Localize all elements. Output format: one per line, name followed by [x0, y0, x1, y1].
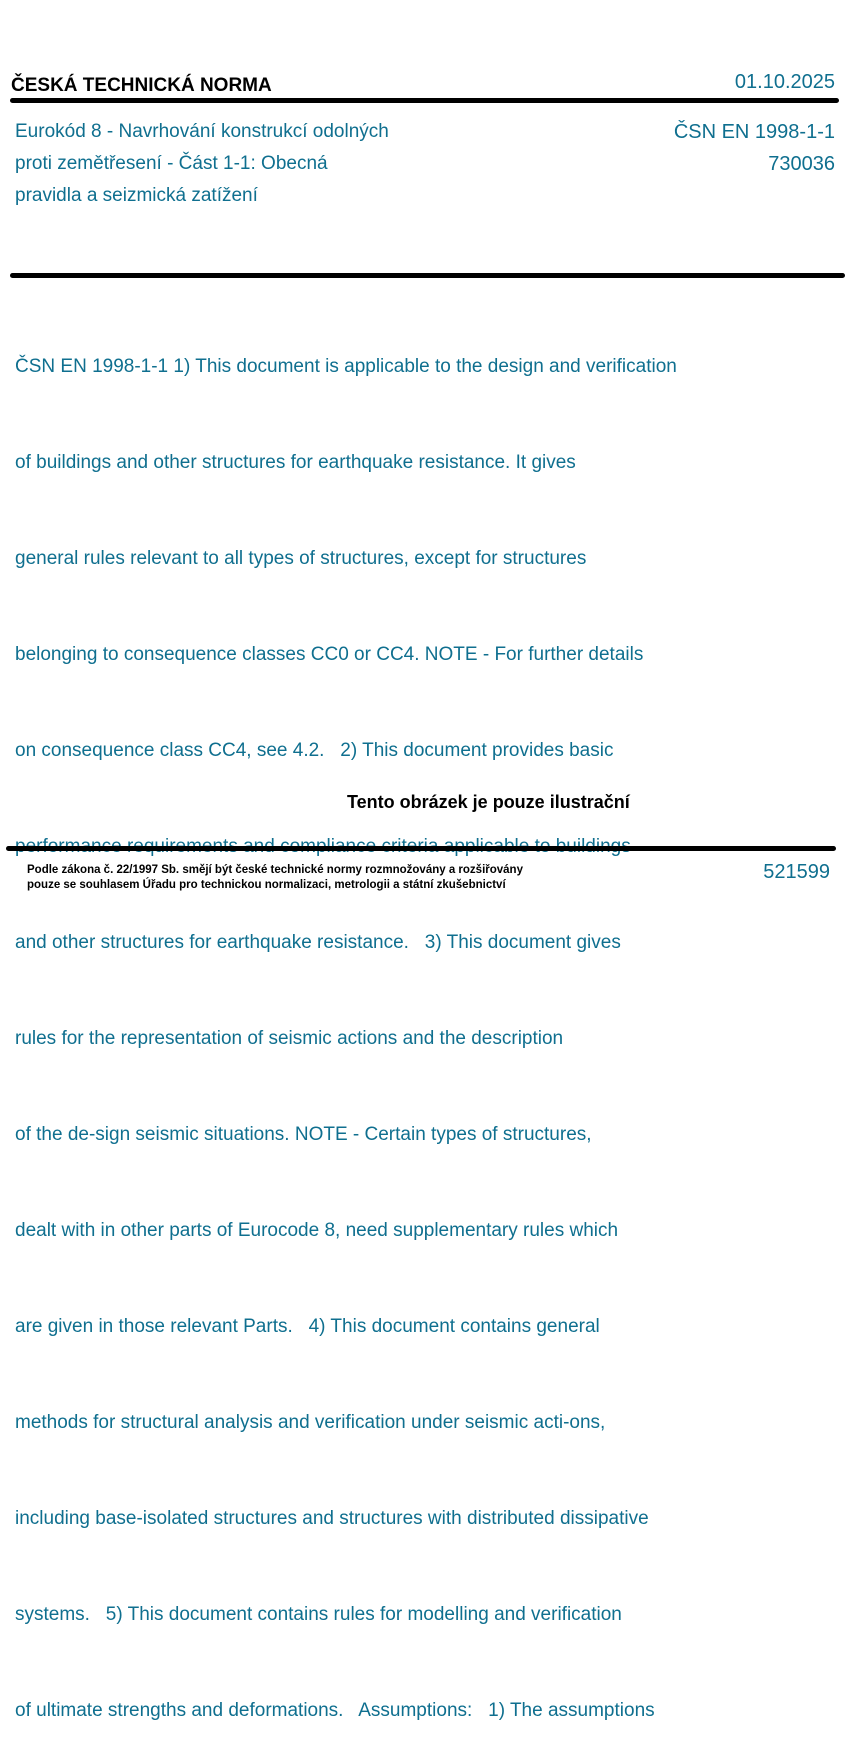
body-line: belonging to consequence classes CC0 or CC4. NOTE - For further details	[15, 644, 644, 665]
body-line: systems. 5) This document contains rules for modelling and verification	[15, 1604, 622, 1625]
standard-title-line: Eurokód 8 - Navrhování konstrukcí odolných	[15, 121, 389, 142]
standard-code: ČSN EN 1998-1-1	[673, 121, 835, 143]
header-divider	[10, 98, 839, 103]
illustration-note: Tento obrázek je pouze ilustrační	[347, 792, 630, 812]
body-line: of the de-sign seismic situations. NOTE - Certain types of structures,	[15, 1124, 592, 1145]
body-line: on consequence class CC4, see 4.2. 2) This document provides basic	[15, 740, 614, 761]
body-line: of ultimate strengths and deformations. Assumptions: 1) The assumptions	[15, 1700, 655, 1721]
brand-title: ČESKÁ TECHNICKÁ NORMA	[11, 75, 272, 96]
standard-title	[15, 116, 389, 212]
body-line: dealt with in other parts of Eurocode 8, need supplementary rules which	[15, 1220, 619, 1241]
section-divider	[10, 273, 845, 278]
standard-title-line: pravidla a seizmická zatížení	[15, 185, 258, 206]
body-line: ČSN EN 1998-1-1 1) This document is applicable to the design and verification	[15, 356, 677, 377]
standard-title-line: proti zemětřesení - Část 1-1: Obecná	[15, 153, 328, 174]
body-line: general rules relevant to all types of structures, except for structures	[15, 548, 587, 569]
body-line: methods for structural analysis and verification under seismic acti-ons,	[15, 1412, 606, 1433]
standard-identifiers	[674, 116, 835, 180]
body-line: rules for the representation of seismic actions and the description	[15, 1028, 564, 1049]
legal-line: pouze se souhlasem Úřadu pro technickou normalizaci, metrologii a státní zkušebnictví	[27, 879, 506, 891]
body-line: including base-isolated structures and structures with distributed dissipative	[15, 1508, 649, 1529]
document-body	[15, 287, 677, 1759]
class-number: 730036	[768, 153, 835, 175]
footer-divider	[6, 846, 836, 851]
legal-line: Podle zákona č. 22/1997 Sb. smějí být české technické normy rozmnožovány a rozšiřovány	[27, 864, 523, 876]
legal-notice	[27, 863, 523, 893]
body-line: and other structures for earthquake resistance. 3) This document gives	[15, 932, 621, 953]
body-line: of buildings and other structures for earthquake resistance. It gives	[15, 452, 576, 473]
publication-date: 01.10.2025	[734, 71, 835, 93]
body-line: are given in those relevant Parts. 4) This document contains general	[15, 1316, 600, 1337]
document-number: 521599	[763, 861, 830, 883]
